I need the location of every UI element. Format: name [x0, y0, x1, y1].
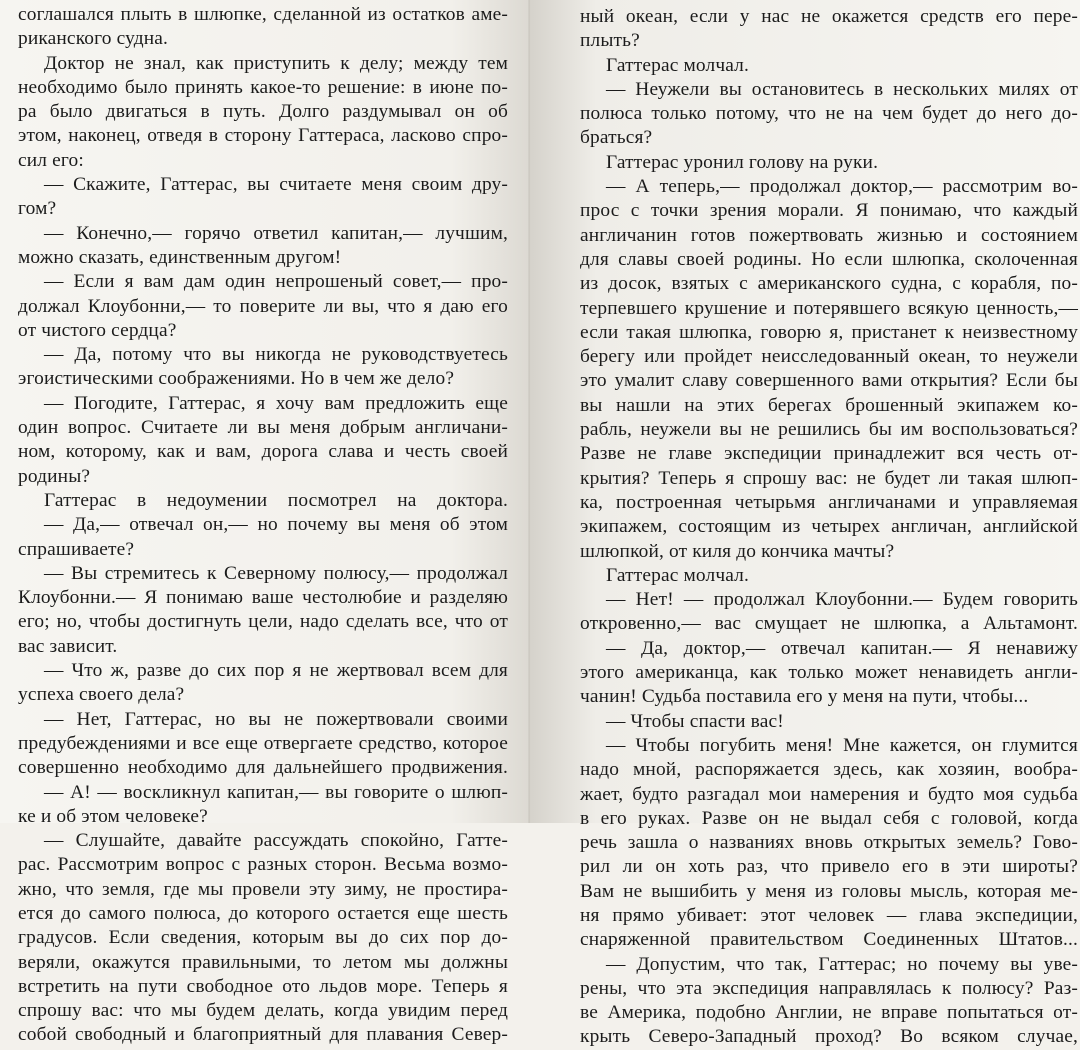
text-line: его; но, чтобы достигнуть цели, надо сделать все, что от [18, 611, 508, 633]
text-line: речь зашла о названиях вновь открытых земель? Гово- [580, 832, 1078, 854]
text-line: ный океан, если у нас не окажется средств его пере- [580, 6, 1078, 27]
text-line: рены, что эта экспедиция направлялась к полюсу? Раз- [580, 977, 1078, 999]
text-line: ве Америка, подобно Англии, не вправе попытаться от- [580, 1002, 1078, 1024]
text-line: крытия? Теперь я спрошу вас: не будет ли такая шлюп- [580, 467, 1078, 489]
text-line: собой свободный и благоприятный для плавания Север- [18, 1024, 508, 1046]
text-line: спрашиваете? [18, 538, 135, 560]
text-line: этого американца, как только может ненавидеть англи- [580, 662, 1078, 684]
text-line: рабль, неужели вы не решились бы им воспользоваться? [580, 419, 1078, 441]
text-line: — Неужели вы остановитесь в нескольких милях от [606, 78, 1078, 100]
text-line: откровенно,— вас смущает не шлюпка, а Альтамонт. [580, 613, 1078, 635]
text-line: англичанин готов пожертвовать жизнью и состоянием [580, 224, 1078, 246]
text-line: терпевшего крушение и потерявшего всякую ценность,— [580, 297, 1078, 319]
text-line: — Чтобы погубить меня! Мне кажется, он глумится [606, 734, 1078, 756]
text-line: жно, что земля, где мы провели эту зиму, не простира- [18, 878, 508, 900]
text-line: — Чтобы спасти вас! [606, 710, 784, 732]
text-line: спрошу вас: что мы будем делать, когда увидим перед [18, 1000, 508, 1022]
text-line: крыть Северо-Западный проход? Во всяком случае, [580, 1026, 1078, 1048]
text-line: должал Клоубонни,— то поверите ли вы, что я даю его [18, 295, 508, 317]
text-line: берегу или пройдет неисследованный океан, то неужели [580, 346, 1078, 368]
text-line: один вопрос. Считаете ли вы меня добрым англичани- [18, 417, 508, 439]
text-line: гом? [18, 198, 57, 220]
text-line: ется до самого полюса, до которого остается еще шесть [18, 902, 508, 924]
text-line: экипажем, состоящим из четырех англичан, английской [580, 516, 1078, 538]
text-line: от чистого сердца? [18, 319, 177, 341]
text-line: необходимо было принять какое-то решение: в июне по- [18, 76, 508, 98]
text-line: жает, будто разгадал мои намерения и будто моя судьба [580, 783, 1078, 805]
text-line: Гаттерас в недоумении посмотрел на доктора. [44, 489, 508, 511]
text-line: встретить на пути свободное ото льдов море. Теперь я [18, 975, 508, 997]
text-line: вы нашли на этих берегах брошенный экипажем ко- [580, 394, 1078, 416]
text-line: риканского судна. [18, 28, 169, 50]
text-line: надо мной, распоряжается здесь, как хозяин, вообра- [580, 759, 1078, 781]
text-line: — Что ж, разве до сих пор я не жертвовал всем для [44, 660, 508, 682]
text-line: — А теперь,— продолжал доктор,— рассмотрим во- [606, 176, 1078, 198]
right-page-text [580, 5, 1078, 1050]
text-line: веряли, окажутся правильными, то летом мы должны [18, 951, 508, 973]
text-line: ра было двигаться в путь. Долго раздумывал он об [18, 101, 508, 123]
text-line: эгоистическими соображениями. Но в чем же дело? [18, 368, 455, 390]
text-line: этом, наконец, отведя в сторону Гаттераса, ласково спро- [18, 125, 508, 147]
text-line: Гаттерас уронил голову на руки. [606, 151, 879, 173]
text-line: — Конечно,— горячо ответил капитан,— лучшим, [44, 222, 508, 244]
text-line: — Да, потому что вы никогда не руководствуетесь [44, 344, 508, 366]
text-line: Гаттерас молчал. [606, 564, 749, 586]
text-line: градусов. Если сведения, которым вы до сих пор до- [18, 927, 508, 949]
text-line: родины? [18, 465, 91, 487]
text-line: в его руках. Разве он не выдал себя с головой, когда [580, 807, 1078, 829]
text-line: шлюпкой, от киля до кончика мачты? [580, 540, 895, 562]
text-line: ном, которому, как и вам, дорога слава и честь своей [18, 441, 508, 463]
text-line: вас зависит. [18, 635, 118, 657]
text-line: — Да, доктор,— отвечал капитан.— Я ненавижу [606, 637, 1078, 659]
text-line: — Если я вам дам один непрошеный совет,— про- [44, 271, 508, 293]
text-line: Доктор не знал, как приступить к делу; между тем [44, 52, 508, 74]
text-line: снаряженной правительством Соединенных Штатов... [580, 929, 1078, 951]
text-line: сил его: [18, 149, 84, 171]
text-line: успеха своего дела? [18, 684, 185, 706]
text-line: если такая шлюпка, говорю я, пристанет к неизвестному [580, 321, 1078, 343]
text-line: ке и об этом человеке? [18, 805, 208, 827]
right-page [530, 0, 1080, 1048]
text-line: — Скажите, Гаттерас, вы считаете меня своим дру- [44, 174, 508, 196]
text-line: можно сказать, единственным другом! [18, 246, 342, 268]
text-line: это умалит славу совершенного вами открытия? Если бы [580, 370, 1078, 392]
text-line: Разве не главе экспедиции принадлежит вся честь от- [580, 443, 1078, 465]
text-line: соглашался плыть в шлюпке, сделанной из остатков аме- [18, 4, 508, 25]
text-line: — Погодите, Гаттерас, я хочу вам предложить еще [44, 392, 508, 414]
text-line: — Слушайте, давайте рассуждать спокойно, Гатте- [44, 830, 508, 852]
text-line: чанин! Судьба поставила его у меня на пути, чтобы... [580, 686, 1029, 708]
text-line: Вам не вышибить у меня из головы мысль, которая ме- [580, 880, 1078, 902]
text-line: Клоубонни.— Я понимаю ваше честолюбие и разделяю [18, 587, 508, 609]
text-line: рас. Рассмотрим вопрос с разных сторон. Весьма возмо- [18, 854, 508, 876]
text-line: из досок, взятых с американского судна, с корабля, по- [580, 273, 1078, 295]
text-line: ка, построенная четырьмя англичанами и управляемая [580, 491, 1078, 513]
text-line: рил ли он хоть раз, что привело его в эти широты? [580, 856, 1078, 878]
text-line: совершенно необходимо для дальнейшего продвижения. [18, 757, 508, 779]
text-line: ня прямо убивает: этот человек — глава экспедиции, [580, 904, 1078, 926]
text-line: прос с точки зрения морали. Я понимаю, что каждый [580, 200, 1078, 222]
left-page [0, 0, 530, 1046]
text-line: плыть? [580, 30, 640, 52]
text-line: — Допустим, что так, Гаттерас; но почему вы уве- [606, 953, 1078, 975]
text-line: Гаттерас молчал. [606, 54, 749, 76]
text-line: предубеждениями и все еще отвергаете средство, которое [18, 732, 508, 754]
text-line: полюса только потому, что не на чем будет до него до- [580, 103, 1078, 125]
text-line: — Да,— отвечал он,— но почему вы меня об этом [44, 514, 508, 536]
text-line: для славы своей родины. Но если шлюпка, сколоченная [580, 248, 1078, 270]
text-line: — Нет! — продолжал Клоубонни.— Будем говорить [606, 589, 1078, 611]
left-page-text [18, 3, 508, 1048]
text-line: — Нет, Гаттерас, но вы не пожертвовали своими [44, 708, 508, 730]
text-line: — Вы стремитесь к Северному полюсу,— продолжал [44, 562, 508, 584]
text-line: браться? [580, 127, 653, 149]
text-line: — А! — воскликнул капитан,— вы говорите о шлюп- [44, 781, 508, 803]
